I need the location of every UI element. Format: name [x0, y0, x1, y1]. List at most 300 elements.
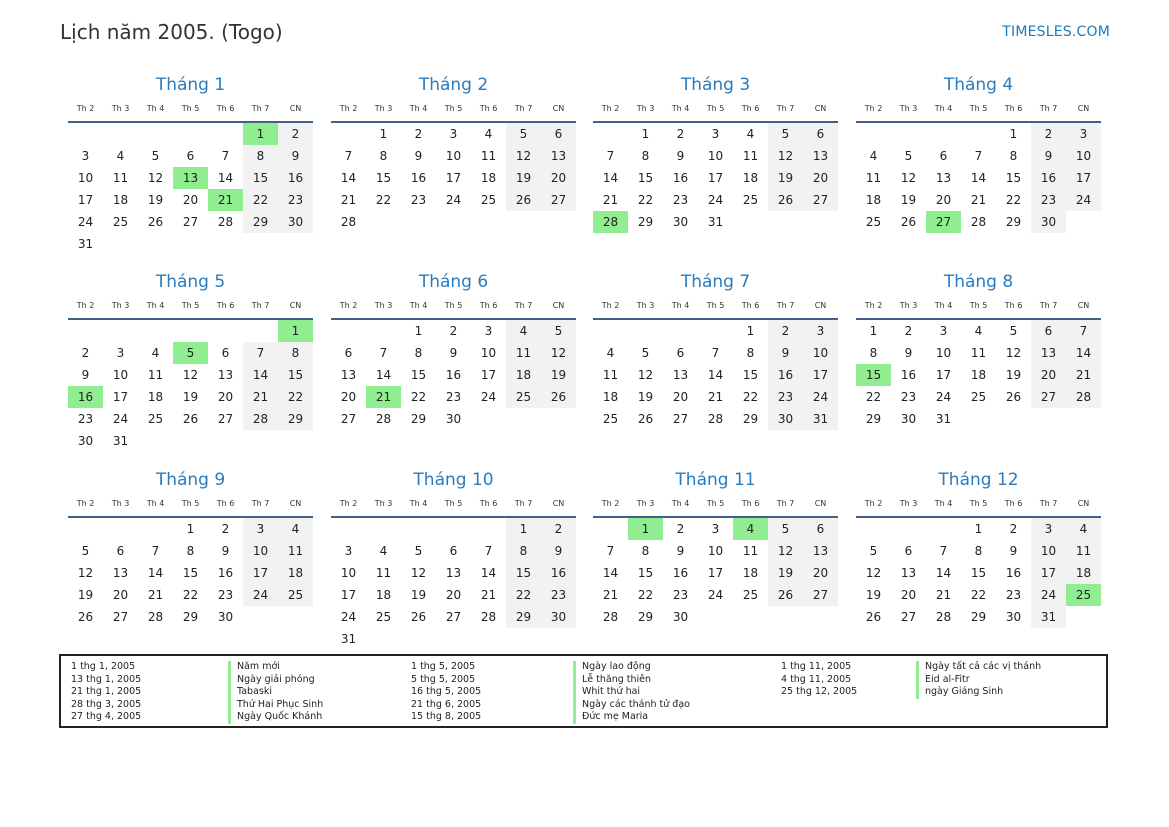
day-cell: 29 — [1005, 215, 1022, 229]
day-cell: 5 — [869, 544, 878, 558]
legend-holiday-name: Ngày tất cả các vị thánh — [916, 661, 1041, 674]
day-cell: 13 — [340, 368, 357, 382]
day-cell: 16 — [672, 171, 689, 185]
day-cell: 10 — [707, 149, 724, 163]
day-cell: 14 — [480, 566, 497, 580]
month-block — [856, 469, 1101, 628]
weekday-label: Th 5 — [181, 104, 200, 113]
day-cell: 9 — [414, 149, 423, 163]
day-cell: 12 — [768, 145, 803, 167]
site-link[interactable]: TIMESLES.COM — [1002, 24, 1110, 40]
weekday-label: Th 4 — [409, 499, 428, 508]
empty-cell — [208, 320, 243, 342]
empty-cell — [926, 123, 961, 145]
weekday-label: Th 5 — [444, 499, 463, 508]
day-cell: 6 — [1031, 320, 1066, 342]
day-cell: 4 — [379, 544, 388, 558]
day-cell: 19 — [182, 390, 199, 404]
empty-cell — [103, 320, 138, 342]
month-block — [856, 271, 1101, 430]
weekday-header — [331, 498, 576, 510]
weekday-label: Th 6 — [1004, 499, 1023, 508]
day-cell: 17 — [243, 562, 278, 584]
month-block — [331, 469, 576, 650]
day-cell: 10 — [243, 540, 278, 562]
day-cell: 31 — [1031, 606, 1066, 628]
day-cell: 15 — [243, 167, 278, 189]
day-cell: 18 — [865, 193, 882, 207]
day-cell: 6 — [676, 346, 685, 360]
day-cell: 3 — [243, 518, 278, 540]
day-cell: 17 — [1066, 167, 1101, 189]
empty-cell — [243, 320, 278, 342]
weekday-label: Th 7 — [776, 104, 795, 113]
day-cell: 21 — [1066, 364, 1101, 386]
day-cell: 17 — [1031, 562, 1066, 584]
day-grid — [856, 320, 1101, 430]
day-cell: 4 — [1066, 518, 1101, 540]
day-cell: 19 — [506, 167, 541, 189]
weekday-label: Th 2 — [339, 104, 358, 113]
empty-cell — [103, 518, 138, 540]
day-cell: 11 — [742, 544, 759, 558]
day-cell: 1 — [1009, 127, 1018, 141]
day-cell: 29 — [637, 215, 654, 229]
day-cell: 30 — [541, 606, 576, 628]
day-cell: 16 — [278, 167, 313, 189]
empty-cell — [593, 518, 628, 540]
day-cell: 9 — [676, 544, 685, 558]
day-cell: 3 — [803, 320, 838, 342]
day-cell: 27 — [217, 412, 234, 426]
day-cell: 15 — [278, 364, 313, 386]
day-cell: 22 — [278, 386, 313, 408]
day-cell: 24 — [112, 412, 129, 426]
empty-cell — [138, 123, 173, 145]
empty-cell — [208, 123, 243, 145]
weekday-label: Th 3 — [636, 301, 655, 310]
day-cell: 1 — [869, 324, 878, 338]
day-cell: 24 — [803, 386, 838, 408]
day-cell: 2 — [541, 518, 576, 540]
weekday-label: Th 3 — [111, 301, 130, 310]
day-cell: 11 — [375, 566, 392, 580]
day-grid — [593, 518, 838, 628]
day-cell: 4 — [974, 324, 983, 338]
day-cell: 20 — [217, 390, 234, 404]
day-cell: 10 — [707, 544, 724, 558]
weekday-label: Th 6 — [1004, 301, 1023, 310]
day-cell: 3 — [484, 324, 493, 338]
weekday-label: Th 2 — [601, 499, 620, 508]
day-cell: 29 — [506, 606, 541, 628]
month-block — [593, 271, 838, 430]
day-cell: 2 — [81, 346, 90, 360]
day-cell: 6 — [221, 346, 230, 360]
day-cell: 2 — [1009, 522, 1018, 536]
holiday-day-cell: 15 — [856, 364, 891, 386]
day-cell: 7 — [344, 149, 353, 163]
month-title: Tháng 3 — [680, 75, 751, 95]
legend-date: 27 thg 4, 2005 — [71, 711, 142, 722]
day-cell: 12 — [147, 171, 164, 185]
day-cell: 3 — [81, 149, 90, 163]
day-cell: 10 — [480, 346, 497, 360]
day-cell: 23 — [541, 584, 576, 606]
day-cell: 26 — [182, 412, 199, 426]
day-cell: 19 — [1005, 368, 1022, 382]
day-cell: 18 — [147, 390, 164, 404]
day-cell: 16 — [410, 171, 427, 185]
weekday-label: Th 2 — [76, 301, 95, 310]
day-cell: 2 — [1031, 123, 1066, 145]
day-cell: 11 — [480, 149, 497, 163]
day-cell: 18 — [112, 193, 129, 207]
empty-cell — [471, 518, 506, 540]
day-cell: 26 — [1005, 390, 1022, 404]
day-cell: 10 — [803, 342, 838, 364]
day-cell: 29 — [182, 610, 199, 624]
day-cell: 9 — [221, 544, 230, 558]
day-cell: 8 — [278, 342, 313, 364]
day-cell: 26 — [768, 189, 803, 211]
day-cell: 1 — [746, 324, 755, 338]
day-cell: 21 — [707, 390, 724, 404]
weekday-label: Th 4 — [934, 301, 953, 310]
day-cell: 13 — [900, 566, 917, 580]
weekday-label: Th 4 — [671, 499, 690, 508]
day-cell: 20 — [1031, 364, 1066, 386]
month-title: Tháng 8 — [943, 272, 1014, 292]
weekday-label: Th 7 — [1039, 104, 1058, 113]
weekday-label: Th 2 — [339, 301, 358, 310]
empty-cell — [173, 123, 208, 145]
day-cell: 20 — [935, 193, 952, 207]
day-cell: 24 — [480, 390, 497, 404]
weekday-label: Th 3 — [111, 499, 130, 508]
day-cell: 23 — [278, 189, 313, 211]
day-cell: 26 — [637, 412, 654, 426]
weekday-label: Th 4 — [409, 301, 428, 310]
day-cell: 27 — [182, 215, 199, 229]
day-cell: 23 — [410, 193, 427, 207]
day-cell: 1 — [641, 127, 650, 141]
month-title: Tháng 6 — [418, 272, 489, 292]
day-cell: 13 — [445, 566, 462, 580]
day-cell: 28 — [602, 610, 619, 624]
day-cell: 20 — [340, 390, 357, 404]
day-cell: 3 — [344, 544, 353, 558]
day-cell: 14 — [147, 566, 164, 580]
day-cell: 18 — [375, 588, 392, 602]
weekday-label: Th 6 — [741, 301, 760, 310]
weekday-label: Th 5 — [706, 104, 725, 113]
day-cell: 23 — [768, 386, 803, 408]
day-cell: 8 — [414, 346, 423, 360]
legend-date: 21 thg 1, 2005 — [71, 686, 142, 697]
legend-date: 25 thg 12, 2005 — [781, 686, 858, 697]
weekday-header — [856, 498, 1101, 510]
day-cell: 15 — [742, 368, 759, 382]
weekday-label: Th 7 — [251, 301, 270, 310]
month-title: Tháng 1 — [155, 75, 226, 95]
day-cell: 7 — [243, 342, 278, 364]
legend-holiday-name: Eid al-Fitr — [916, 674, 1041, 687]
day-cell: 31 — [707, 215, 724, 229]
day-cell: 23 — [900, 390, 917, 404]
weekday-label: CN — [1077, 301, 1090, 310]
day-cell: 2 — [768, 320, 803, 342]
day-cell: 25 — [742, 588, 759, 602]
day-cell: 8 — [186, 544, 195, 558]
day-cell: 13 — [935, 171, 952, 185]
empty-cell — [138, 518, 173, 540]
legend-name-column — [573, 661, 690, 724]
day-grid — [68, 123, 313, 255]
day-cell: 4 — [151, 346, 160, 360]
day-cell: 8 — [641, 149, 650, 163]
weekday-label: Th 3 — [374, 301, 393, 310]
empty-cell — [331, 320, 366, 342]
day-cell: 9 — [1031, 145, 1066, 167]
day-cell: 26 — [865, 610, 882, 624]
month-title: Tháng 7 — [680, 272, 751, 292]
day-grid — [856, 123, 1101, 233]
day-cell: 14 — [340, 171, 357, 185]
day-cell: 8 — [1009, 149, 1018, 163]
day-cell: 24 — [1066, 189, 1101, 211]
day-cell: 10 — [935, 346, 952, 360]
day-cell: 24 — [340, 610, 357, 624]
weekday-label: Th 6 — [216, 104, 235, 113]
day-cell: 23 — [672, 588, 689, 602]
empty-cell — [698, 320, 733, 342]
day-cell: 27 — [541, 189, 576, 211]
day-cell: 20 — [672, 390, 689, 404]
weekday-label: CN — [552, 301, 565, 310]
legend-holiday-name: Whit thứ hai — [573, 686, 690, 699]
day-cell: 12 — [506, 145, 541, 167]
day-cell: 7 — [484, 544, 493, 558]
day-cell: 3 — [116, 346, 125, 360]
day-cell: 28 — [707, 412, 724, 426]
weekday-label: CN — [1077, 104, 1090, 113]
day-cell: 18 — [602, 390, 619, 404]
empty-cell — [593, 123, 628, 145]
day-cell: 2 — [221, 522, 230, 536]
day-cell: 10 — [445, 149, 462, 163]
legend-holiday-name: Ngày lao động — [573, 661, 690, 674]
day-cell: 18 — [742, 171, 759, 185]
day-cell: 6 — [939, 149, 948, 163]
day-cell: 3 — [1031, 518, 1066, 540]
legend-holiday-name: Tabaski — [228, 686, 323, 699]
weekday-label: Th 7 — [514, 104, 533, 113]
day-cell: 27 — [672, 412, 689, 426]
weekday-label: CN — [552, 104, 565, 113]
day-cell: 22 — [506, 584, 541, 606]
empty-cell — [856, 123, 891, 145]
month-block — [593, 74, 838, 233]
day-cell: 6 — [186, 149, 195, 163]
day-grid — [331, 123, 576, 233]
month-block — [331, 271, 576, 430]
day-grid — [331, 320, 576, 430]
day-cell: 11 — [147, 368, 164, 382]
day-cell: 5 — [641, 346, 650, 360]
day-cell: 28 — [340, 215, 357, 229]
day-cell: 30 — [768, 408, 803, 430]
day-cell: 14 — [375, 368, 392, 382]
day-cell: 22 — [182, 588, 199, 602]
day-cell: 6 — [803, 123, 838, 145]
legend-date: 5 thg 5, 2005 — [411, 673, 476, 685]
day-cell: 13 — [217, 368, 234, 382]
day-cell: 1 — [186, 522, 195, 536]
empty-cell — [593, 320, 628, 342]
day-cell: 31 — [112, 434, 129, 448]
day-cell: 18 — [1066, 562, 1101, 584]
day-cell: 2 — [676, 522, 685, 536]
legend-date: 4 thg 11, 2005 — [781, 673, 852, 685]
legend-date-column — [411, 661, 481, 724]
day-grid — [593, 123, 838, 233]
weekday-label: Th 2 — [601, 104, 620, 113]
weekday-label: Th 2 — [864, 499, 883, 508]
weekday-header — [593, 103, 838, 115]
day-cell: 19 — [768, 167, 803, 189]
day-cell: 24 — [1031, 584, 1066, 606]
weekday-label: Th 2 — [339, 499, 358, 508]
weekday-header — [593, 300, 838, 312]
weekday-label: Th 3 — [899, 301, 918, 310]
legend-date: 21 thg 6, 2005 — [411, 698, 482, 710]
day-cell: 18 — [278, 562, 313, 584]
day-cell: 8 — [974, 544, 983, 558]
day-cell: 25 — [112, 215, 129, 229]
day-cell: 24 — [445, 193, 462, 207]
legend-date: 1 thg 11, 2005 — [781, 661, 852, 672]
day-cell: 25 — [602, 412, 619, 426]
day-cell: 11 — [506, 342, 541, 364]
day-cell: 25 — [970, 390, 987, 404]
empty-cell — [961, 123, 996, 145]
day-cell: 15 — [637, 171, 654, 185]
weekday-label: Th 5 — [444, 104, 463, 113]
day-cell: 14 — [243, 364, 278, 386]
day-cell: 8 — [746, 346, 755, 360]
day-cell: 27 — [445, 610, 462, 624]
day-cell: 27 — [803, 584, 838, 606]
day-cell: 14 — [707, 368, 724, 382]
day-cell: 3 — [711, 127, 720, 141]
day-cell: 15 — [637, 566, 654, 580]
holiday-day-cell: 1 — [278, 320, 313, 342]
day-cell: 12 — [865, 566, 882, 580]
day-cell: 25 — [147, 412, 164, 426]
day-cell: 21 — [970, 193, 987, 207]
day-grid — [331, 518, 576, 650]
weekday-label: Th 7 — [1039, 301, 1058, 310]
day-grid — [593, 320, 838, 430]
page-title: Lịch năm 2005. (Togo) — [60, 20, 283, 44]
legend-date: 13 thg 1, 2005 — [71, 673, 142, 685]
month-title: Tháng 4 — [943, 75, 1014, 95]
day-cell: 7 — [606, 544, 615, 558]
day-cell: 26 — [541, 386, 576, 408]
day-cell: 21 — [243, 386, 278, 408]
holiday-day-cell: 21 — [366, 386, 401, 408]
day-cell: 20 — [803, 167, 838, 189]
legend-holiday-name: Ngày giải phóng — [228, 674, 323, 687]
empty-cell — [926, 518, 961, 540]
day-cell: 27 — [112, 610, 129, 624]
day-cell: 29 — [410, 412, 427, 426]
empty-cell — [68, 123, 103, 145]
day-cell: 19 — [637, 390, 654, 404]
weekday-header — [593, 498, 838, 510]
day-cell: 30 — [77, 434, 94, 448]
day-cell: 30 — [672, 610, 689, 624]
day-cell: 9 — [768, 342, 803, 364]
day-cell: 30 — [1031, 211, 1066, 233]
day-cell: 8 — [379, 149, 388, 163]
day-cell: 19 — [900, 193, 917, 207]
month-title: Tháng 5 — [155, 272, 226, 292]
day-cell: 14 — [217, 171, 234, 185]
empty-cell — [663, 320, 698, 342]
day-cell: 23 — [217, 588, 234, 602]
day-cell: 15 — [182, 566, 199, 580]
day-cell: 4 — [484, 127, 493, 141]
day-cell: 15 — [506, 562, 541, 584]
month-title: Tháng 2 — [418, 75, 489, 95]
day-cell: 7 — [711, 346, 720, 360]
weekday-label: Th 3 — [636, 499, 655, 508]
holiday-day-cell: 1 — [628, 518, 663, 540]
day-cell: 6 — [904, 544, 913, 558]
weekday-label: CN — [289, 301, 302, 310]
legend-date: 1 thg 5, 2005 — [411, 661, 476, 672]
weekday-label: Th 7 — [776, 499, 795, 508]
legend-name-column — [228, 661, 323, 724]
weekday-header — [331, 300, 576, 312]
day-cell: 6 — [116, 544, 125, 558]
day-cell: 1 — [414, 324, 423, 338]
day-cell: 30 — [1005, 610, 1022, 624]
weekday-label: Th 2 — [601, 301, 620, 310]
day-cell: 29 — [970, 610, 987, 624]
weekday-label: Th 4 — [934, 104, 953, 113]
empty-cell — [891, 518, 926, 540]
day-cell: 15 — [375, 171, 392, 185]
day-cell: 6 — [541, 123, 576, 145]
month-title: Tháng 9 — [155, 470, 226, 490]
day-cell: 10 — [77, 171, 94, 185]
day-cell: 27 — [900, 610, 917, 624]
day-cell: 9 — [1009, 544, 1018, 558]
day-cell: 11 — [865, 171, 882, 185]
month-title: Tháng 10 — [413, 470, 494, 490]
day-cell: 13 — [803, 145, 838, 167]
day-cell: 28 — [935, 610, 952, 624]
day-cell: 28 — [970, 215, 987, 229]
holiday-day-cell: 1 — [243, 123, 278, 145]
weekday-label: Th 3 — [636, 104, 655, 113]
day-cell: 2 — [676, 127, 685, 141]
weekday-label: Th 7 — [251, 104, 270, 113]
day-cell: 16 — [672, 566, 689, 580]
